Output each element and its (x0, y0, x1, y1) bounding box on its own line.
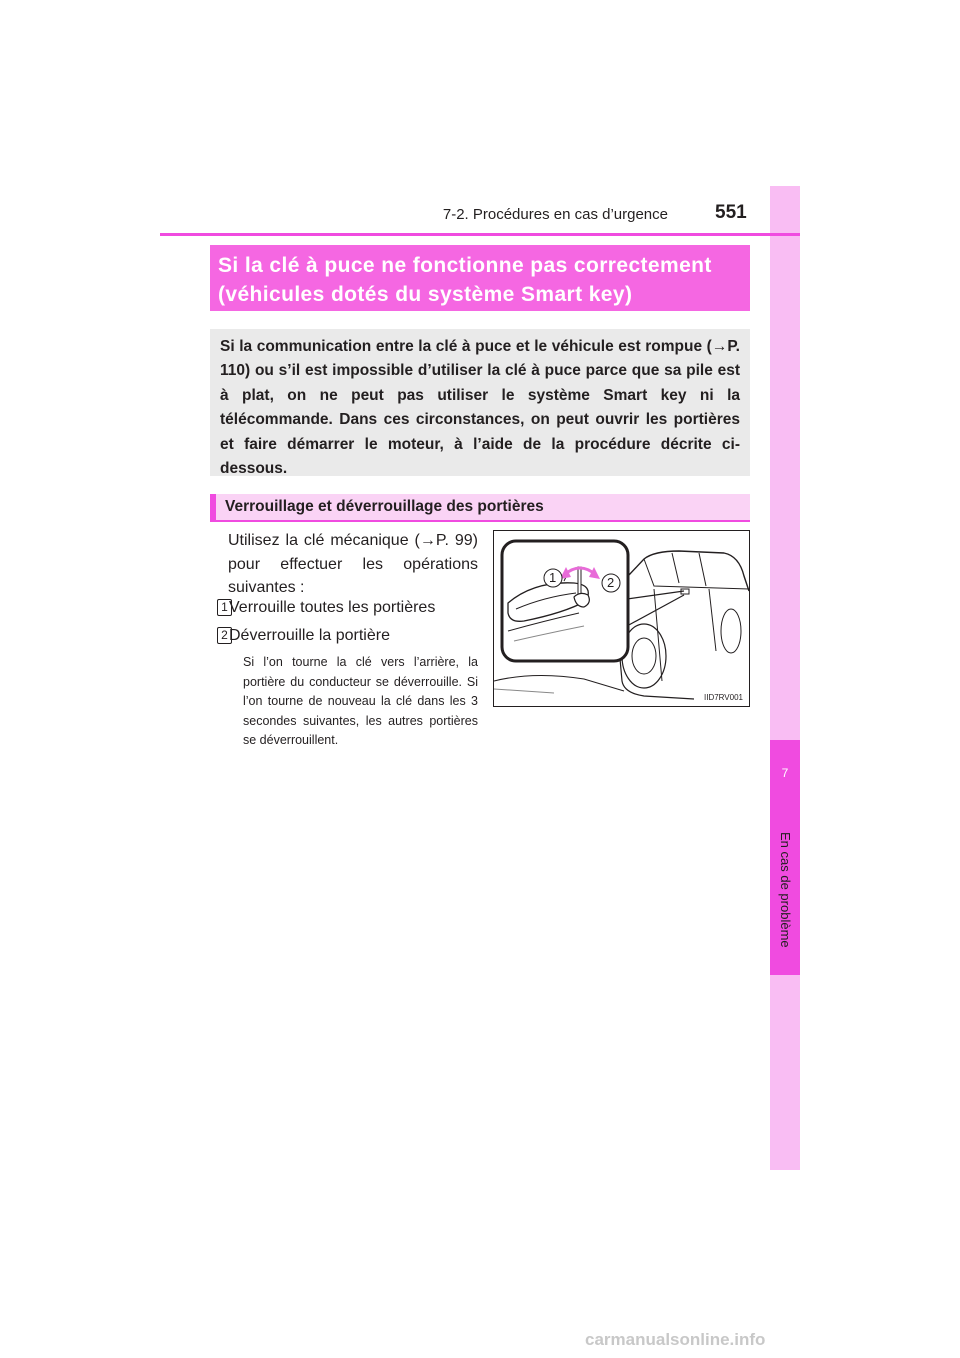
car-door-illustration (494, 531, 749, 706)
section-title-line2: (véhicules dotés du système Smart key) (218, 283, 633, 306)
callout-1: 1 (549, 570, 557, 585)
subheading: Verrouillage et déverrouillage des portières (210, 494, 750, 522)
body-paragraph: Utilisez la clé mécanique (→P. 99) pour effectuer les opérations suivantes : (228, 532, 478, 596)
figure-code: IID7RV001 (704, 693, 743, 702)
step-label: Verrouille toutes les portières (229, 599, 436, 616)
footer-watermark: carmanualsonline.info (585, 1330, 766, 1349)
chapter-number: 7 (781, 766, 789, 780)
step-number: 1 (217, 599, 232, 616)
section-title (210, 245, 750, 311)
page-number: 551 (715, 202, 747, 223)
header-divider (160, 233, 800, 236)
side-tab (770, 186, 800, 1170)
door-key-illustration (493, 530, 750, 707)
step-number: 2 (217, 627, 232, 644)
intro-paragraph: Si la communication entre la clé à puce et le véhicule est rompue (→P. 110) ou s’il est impossible d’utiliser la clé à puce parce que sa pile est à plat, on ne peut pas utiliser le système Smart key ni la télécommande. Dans ces circonstances, on peut ouvrir les portières et faire démarrer le moteur, à l’aide de la procédure décrite ci-dessous. (210, 329, 750, 476)
step-label: Déverrouille la portière (229, 627, 390, 644)
callout-2: 2 (607, 575, 615, 590)
chapter-title: En cas de problème (778, 832, 793, 948)
note-paragraph: Si l’on tourne la clé vers l’arrière, la portière du conducteur se déverrouille. Si l’on tourne de nouveau la clé dans les 3 secondes suivantes, les autres portières se déverrouillent. (243, 655, 478, 748)
section-title-line1: Si la clé à puce ne fonctionne pas correctement (218, 254, 712, 277)
header-section-title: 7-2. Procédures en cas d’urgence (442, 206, 668, 223)
